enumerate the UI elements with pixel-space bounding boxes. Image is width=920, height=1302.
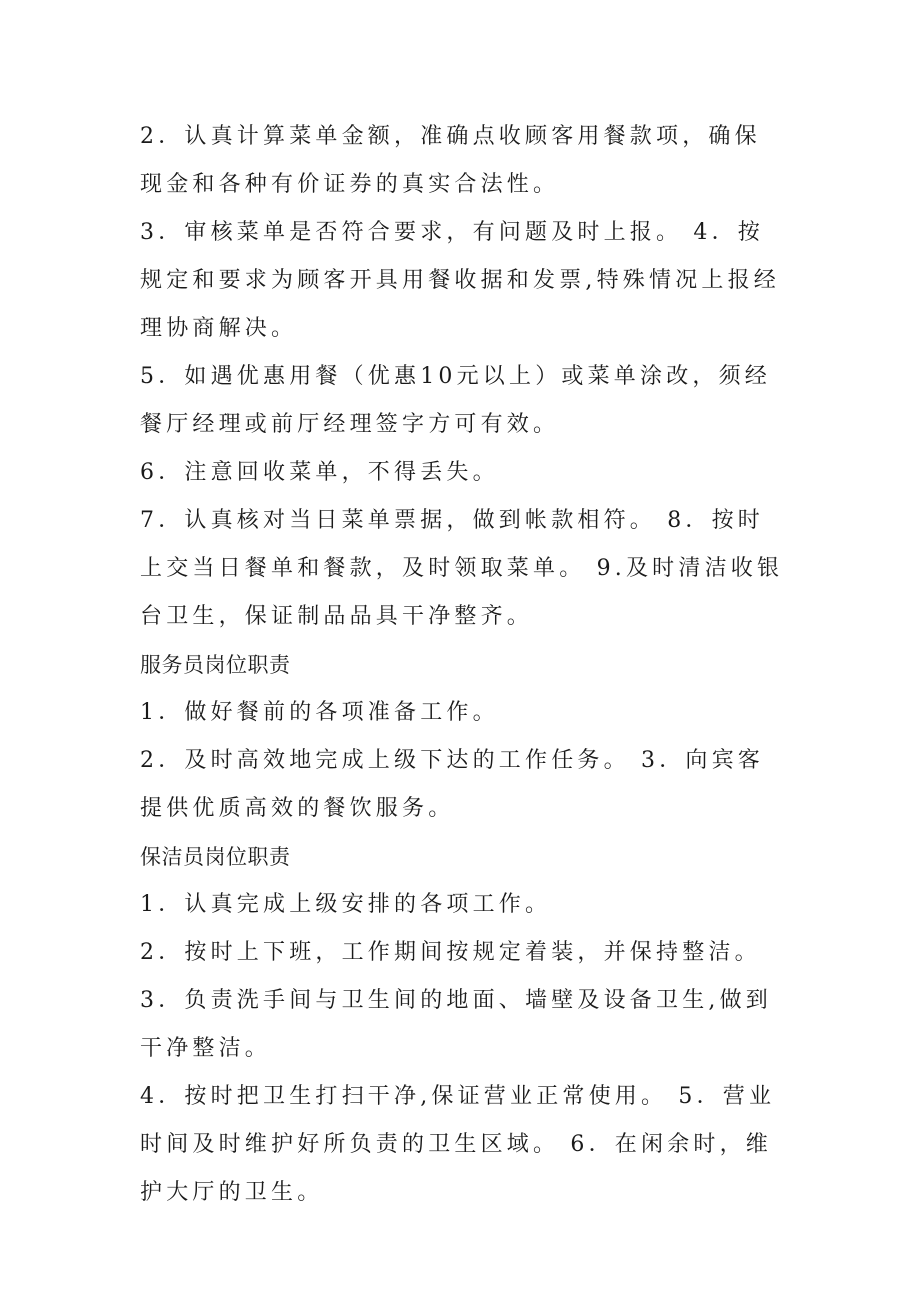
paragraph-waiter-2-3: 2．及时高效地完成上级下达的工作任务。 3．向宾客提供优质高效的餐饮服务。 <box>140 748 764 821</box>
document-body <box>140 113 785 1217</box>
paragraph-cleaner-2-3: 2．按时上下班，工作期间按规定着装，并保持整洁。 3．负责洗手间与卫生间的地面、墙壁及设备卫生,做到干净整洁。 <box>140 940 772 1061</box>
paragraph-waiter-1: 1．做好餐前的各项准备工作。 <box>140 700 499 725</box>
paragraph-cashier-6: 6．注意回收菜单，不得丢失。 <box>140 460 499 485</box>
paragraph-cashier-3-4: 3．审核菜单是否符合要求，有问题及时上报。 4．按规定和要求为顾客开具用餐收据和发票,特殊情况上报经理协商解决。 <box>140 220 780 341</box>
section-heading-waiter: 服务员岗位职责 <box>140 653 291 677</box>
paragraph-cleaner-1: 1．认真完成上级安排的各项工作。 <box>140 892 552 917</box>
paragraph-cashier-5: 5．如遇优惠用餐（优惠10元以上）或菜单涂改，须经餐厅经理或前厅经理签字方可有效。 <box>140 364 771 437</box>
paragraph-cashier-7-9: 7．认真核对当日菜单票据，做到帐款相符。 8．按时上交当日餐单和餐款，及时领取菜单。 9.及时清洁收银台卫生，保证制品品具干净整齐。 <box>140 508 784 629</box>
paragraph-cashier-2: 2．认真计算菜单金额，准确点收顾客用餐款项，确保现金和各种有价证券的真实合法性。 <box>140 124 761 197</box>
section-heading-cleaner: 保洁员岗位职责 <box>140 845 291 869</box>
paragraph-cleaner-4-6: 4．按时把卫生打扫干净,保证营业正常使用。 5．营业时间及时维护好所负责的卫生区域。 6．在闲余时，维护大厅的卫生。 <box>140 1084 776 1205</box>
